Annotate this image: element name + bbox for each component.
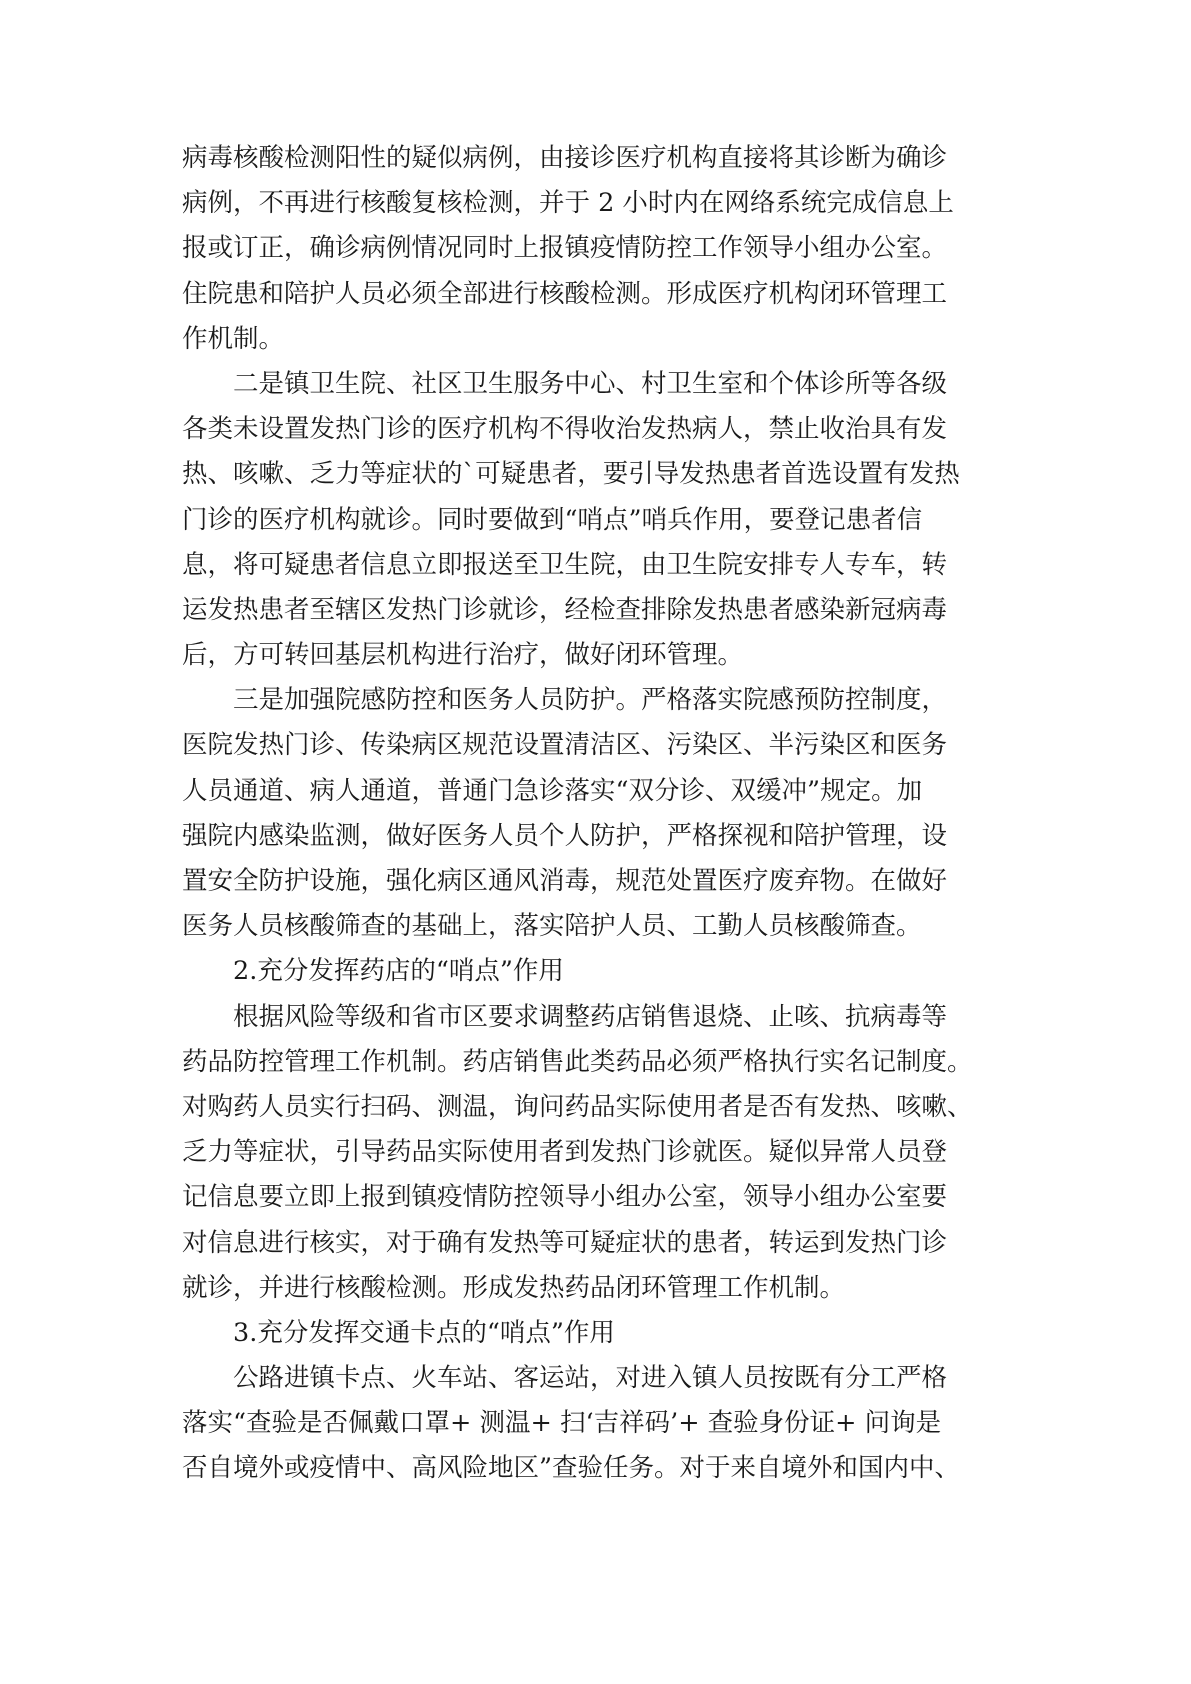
text-line: 作机制。	[182, 323, 285, 354]
text-line: 二是镇卫生院、社区卫生服务中心、村卫生室和个体诊所等各级	[233, 368, 948, 399]
text-line: 乏力等症状，引导药品实际使用者到发热门诊就医。疑似异常人员登	[182, 1137, 948, 1168]
text-line: 根据风险等级和省市区要求调整药店销售退烧、止咳、抗病毒等	[233, 1001, 948, 1032]
text-line: 2.充分发挥药店的“哨点”作用	[233, 956, 564, 987]
text-line: 否自境外或疫情中、高风险地区”查验任务。对于来自境外和国内中、	[182, 1453, 961, 1484]
text-line: 医院发热门诊、传染病区规范设置清洁区、污染区、半污染区和医务	[182, 730, 948, 761]
heading-pharmacy	[182, 949, 1012, 994]
text-line: 对购药人员实行扫码、测温，询问药品实际使用者是否有发热、咳嗽、	[182, 1091, 973, 1122]
text-line: 记信息要立即上报到镇疫情防控领导小组办公室，领导小组办公室要	[182, 1182, 948, 1213]
para-point-two	[182, 362, 1012, 678]
text-line: 三是加强院感防控和医务人员防护。严格落实院感预防控制度，	[233, 685, 948, 716]
text-line: 病例，不再进行核酸复核检测，并于 2 小时内在网络系统完成信息上	[182, 188, 954, 219]
para-traffic	[182, 1356, 1012, 1492]
text-line: 强院内感染监测，做好医务人员个人防护，严格探视和陪护管理，设	[182, 820, 948, 851]
text-line: 人员通道、病人通道，普通门急诊落实“双分诊、双缓冲”规定。加	[182, 775, 923, 806]
text-line: 热、咳嗽、乏力等症状的`可疑患者，要引导发热患者首选设置有发热	[182, 459, 960, 490]
text-line: 各类未设置发热门诊的医疗机构不得收治发热病人，禁止收治具有发	[182, 414, 948, 445]
para-point-three	[182, 678, 1012, 949]
text-line: 公路进镇卡点、火车站、客运站，对进入镇人员按既有分工严格	[233, 1363, 948, 1394]
text-line: 运发热患者至辖区发热门诊就诊，经检查排除发热患者感染新冠病毒	[182, 594, 948, 625]
text-line: 病毒核酸检测阳性的疑似病例，由接诊医疗机构直接将其诊断为确诊	[182, 143, 948, 173]
text-line: 住院患和陪护人员必须全部进行核酸检测。形成医疗机构闭环管理工	[182, 278, 948, 309]
text-line: 就诊，并进行核酸检测。形成发热药品闭环管理工作机制。	[182, 1272, 846, 1303]
text-line: 后，方可转回基层机构进行治疗，做好闭环管理。	[182, 640, 744, 671]
text-line: 药品防控管理工作机制。药店销售此类药品必须严格执行实名记制度。	[182, 1046, 973, 1077]
text-line: 医务人员核酸筛查的基础上，落实陪护人员、工勤人员核酸筛查。	[182, 911, 922, 942]
text-line: 落实“查验是否佩戴口罩+ 测温+ 扫‘吉祥码’+ 查验身份证+ 问询是	[182, 1408, 942, 1439]
text-line: 3.充分发挥交通卡点的“哨点”作用	[233, 1317, 615, 1348]
para-confirmation-continued	[182, 136, 1012, 362]
text-line: 门诊的医疗机构就诊。同时要做到“哨点”哨兵作用，要登记患者信	[182, 504, 923, 535]
body-text	[182, 136, 1012, 1492]
text-line: 息，将可疑患者信息立即报送至卫生院，由卫生院安排专人专车，转	[182, 549, 948, 580]
para-pharmacy	[182, 995, 1012, 1311]
text-line: 置安全防护设施，强化病区通风消毒，规范处置医疗废弃物。在做好	[182, 866, 948, 896]
text-line: 报或订正，确诊病例情况同时上报镇疫情防控工作领导小组办公室。	[182, 233, 948, 264]
heading-traffic	[182, 1311, 1012, 1356]
text-line: 对信息进行核实，对于确有发热等可疑症状的患者，转运到发热门诊	[182, 1227, 948, 1258]
